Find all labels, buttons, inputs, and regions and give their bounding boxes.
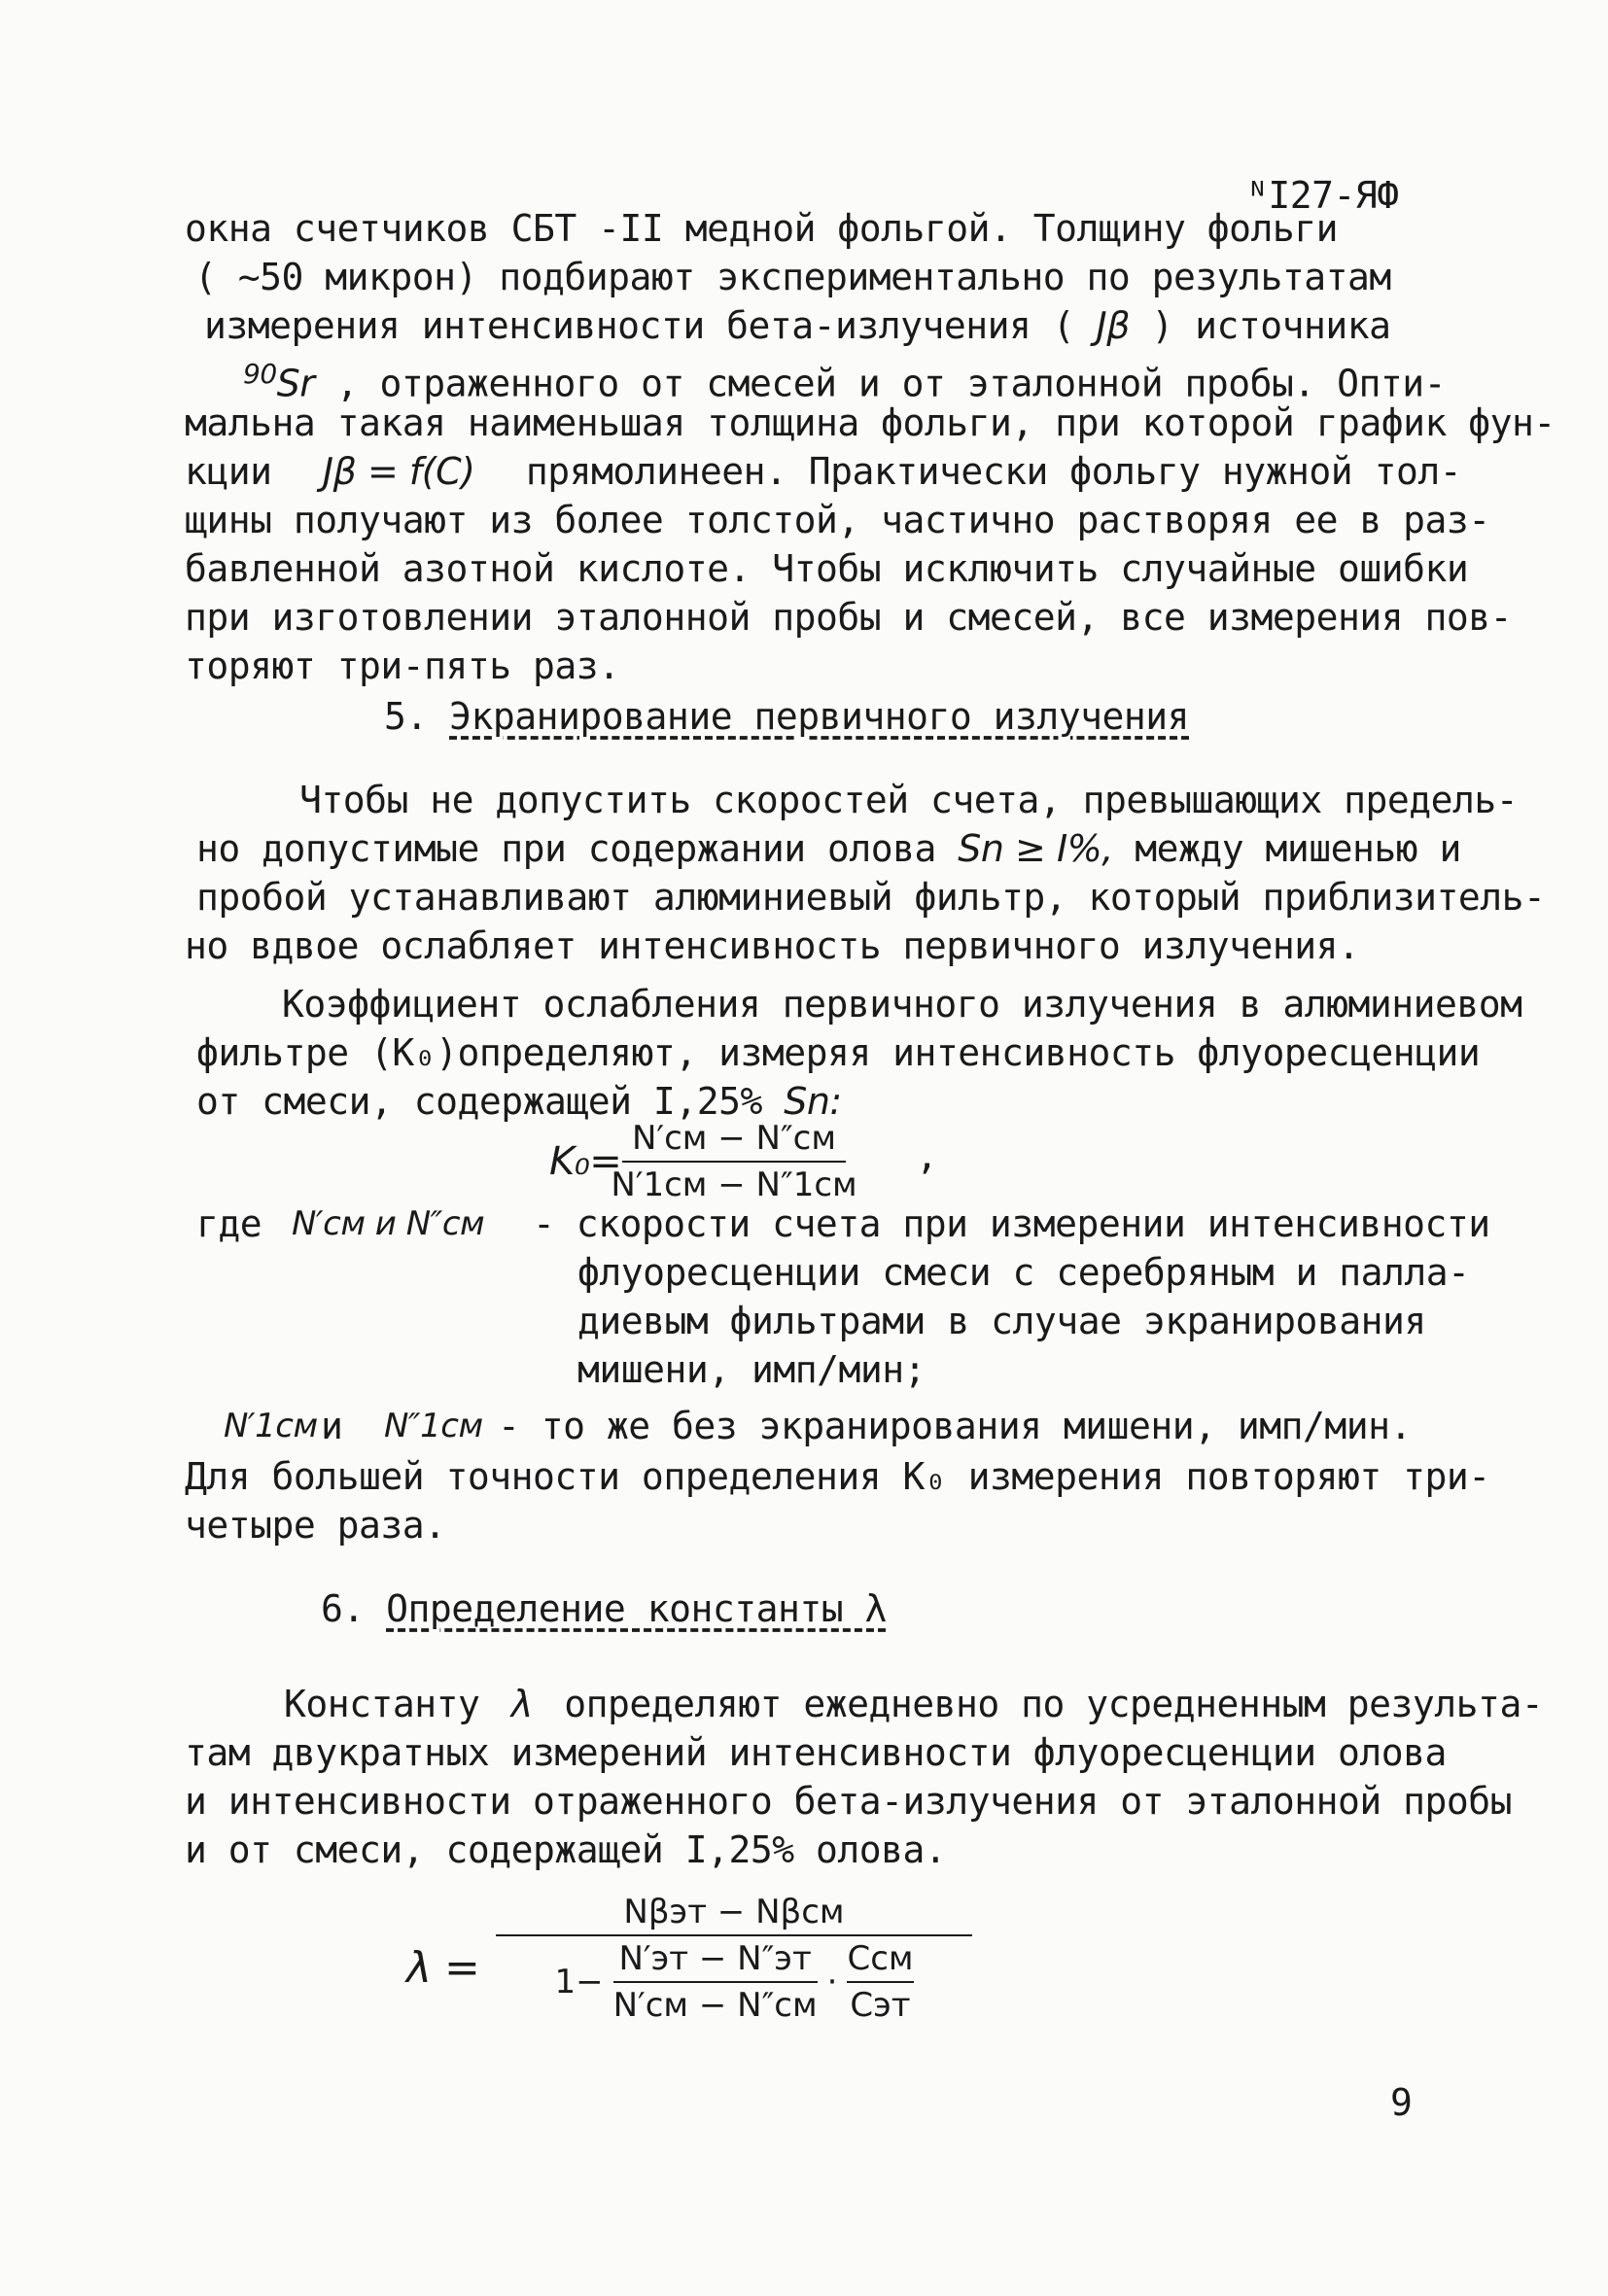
def1-text-line4: мишени, имп/мин;	[577, 1348, 926, 1391]
section6-number: 6.	[321, 1587, 365, 1630]
isotope-mass-number: 90	[243, 358, 277, 390]
para1-line1: окна счетчиков СБТ -II медной фольгой. Толщину фольги	[185, 207, 1339, 250]
lambda-concentration-denominator: Cэт	[850, 1986, 911, 2025]
lambda-inner-numerator: N′эт − N″эт	[618, 1939, 812, 1978]
para4-line2: там двукратных измерений интенсивности флуоресценции олова	[185, 1731, 1447, 1774]
section6-heading	[321, 1586, 887, 1631]
lambda-fraction-bar	[496, 1934, 972, 1936]
lambda-concentration-bar	[847, 1981, 913, 1983]
lambda-concentration-fraction	[847, 1940, 913, 2024]
para1-line4	[243, 352, 1446, 406]
page-number: 9	[1390, 2081, 1413, 2124]
def2-symbol2: N″1см	[384, 1407, 483, 1445]
lambda-symbol: λ	[510, 1683, 533, 1725]
section5-title: Экранирование первичного излучения	[449, 695, 1190, 738]
para1-line6-a: кции	[185, 450, 272, 493]
para1-line3-a: измерения интенсивности бета-излучения (	[204, 304, 1075, 347]
tin-symbol: Sn:	[784, 1080, 842, 1123]
para1-line10: торяют три-пять раз.	[185, 644, 620, 687]
k0-lhs: K₀=	[549, 1139, 622, 1184]
k0-trailing-comma: ,	[916, 1134, 938, 1177]
k0-fraction-bar	[622, 1161, 846, 1163]
def1-text-line1: - скорости счета при измерении интенсивности	[533, 1202, 1490, 1245]
para3-line1: Коэффициент ослабления первичного излучения в алюминиевом	[282, 983, 1522, 1026]
precision-line2: четыре раза.	[185, 1504, 446, 1547]
para1-line4-b: , отраженного от смесей и от эталонной пробы. Опти-	[335, 362, 1447, 405]
k0-denominator: N′1см − N″1см	[611, 1165, 857, 1204]
para1-line6-b: прямолинеен. Практически фольгу нужной тол-	[525, 450, 1462, 493]
tin-content-formula: Sn ≥ I%,	[958, 827, 1113, 870]
section5-number: 5.	[384, 695, 428, 738]
para4-line1-a: Константу	[284, 1683, 480, 1725]
def2-symbol1: N′1см	[224, 1407, 318, 1445]
para1-line3	[204, 303, 1391, 348]
function-formula: Jβ = f(C)	[322, 450, 475, 493]
def1-where: где	[196, 1202, 262, 1245]
def1-text-line3: диевым фильтрами в случае экранирования	[577, 1300, 1426, 1342]
section6-title: Определение константы λ	[386, 1587, 887, 1630]
para1-line7: щины получают из более толстой, частично растворяя ее в раз-	[185, 499, 1490, 541]
para2-line4: но вдвое ослабляет интенсивность первичного излучения.	[185, 924, 1360, 967]
para2-line2-b: между мишенью и	[1135, 827, 1461, 870]
para2-line2-a: но допустимые при содержании олова	[196, 827, 936, 870]
para1-line5: мальна такая наименьшая толщина фольги, при которой график фун-	[185, 401, 1556, 444]
lambda-denominator	[554, 1940, 913, 2024]
section5-heading	[384, 694, 1189, 739]
para3-line3-a: от смеси, содержащей I,25%	[196, 1080, 762, 1123]
lambda-inner-fraction	[613, 1940, 818, 2024]
strontium-symbol: Sr	[276, 362, 315, 405]
def1-symbols: N′см и N″см	[292, 1204, 485, 1243]
para4-line3: и интенсивности отраженного бета-излучения от эталонной пробы	[185, 1780, 1513, 1823]
para4-line1-b: определяют ежедневно по усредненным результа-	[564, 1683, 1544, 1725]
lambda-numerator: Nβэт − Nβсм	[623, 1893, 845, 1931]
beta-intensity-symbol: Jβ	[1096, 304, 1130, 347]
para4-line1	[284, 1682, 1543, 1726]
def2-text: - то же без экранирования мишени, имп/мин.	[498, 1405, 1412, 1447]
lambda-concentration-numerator: Cсм	[847, 1939, 914, 1978]
para3-line3	[196, 1079, 842, 1124]
def2-and: и	[321, 1405, 343, 1447]
k0-fraction	[611, 1119, 857, 1204]
para1-line8: бавленной азотной кислоте. Чтобы исключить случайные ошибки	[185, 547, 1469, 590]
lambda-fraction	[496, 1894, 972, 2024]
para1-line3-b: ) источника	[1151, 304, 1391, 347]
lambda-lhs: λ =	[406, 1943, 480, 1993]
lambda-inner-denominator: N′см − N″см	[612, 1986, 818, 2025]
para4-line4: и от смеси, содержащей I,25% олова.	[185, 1828, 947, 1871]
lambda-multiply-dot: ·	[826, 1963, 838, 2001]
para1-line9: при изготовлении эталонной пробы и смесей, все измерения пов-	[185, 596, 1513, 639]
lambda-denominator-one: 1−	[554, 1963, 604, 2001]
para2-line2	[196, 826, 1461, 871]
def1-text-line2: флуоресценции смеси с серебряным и палла-	[577, 1251, 1470, 1294]
precision-line1: Для большей точности определения K₀ измерения повторяют три-	[185, 1455, 1490, 1498]
k0-numerator: N′см − N″см	[631, 1119, 837, 1158]
para1-line6	[185, 449, 1461, 494]
lambda-inner-bar	[613, 1981, 818, 1983]
document-code: ᴺI27-ЯФ	[1246, 174, 1399, 217]
para2-line3: пробой устанавливают алюминиевый фильтр, который приблизитель-	[196, 876, 1546, 919]
para2-line1: Чтобы не допустить скоростей счета, превышающих предель-	[299, 779, 1519, 821]
para1-line2: ( ~50 микрон) подбирают экспериментально по результатам	[194, 256, 1391, 298]
para3-line2: фильтре (K₀)определяют, измеряя интенсивность флуоресценции	[196, 1031, 1481, 1074]
